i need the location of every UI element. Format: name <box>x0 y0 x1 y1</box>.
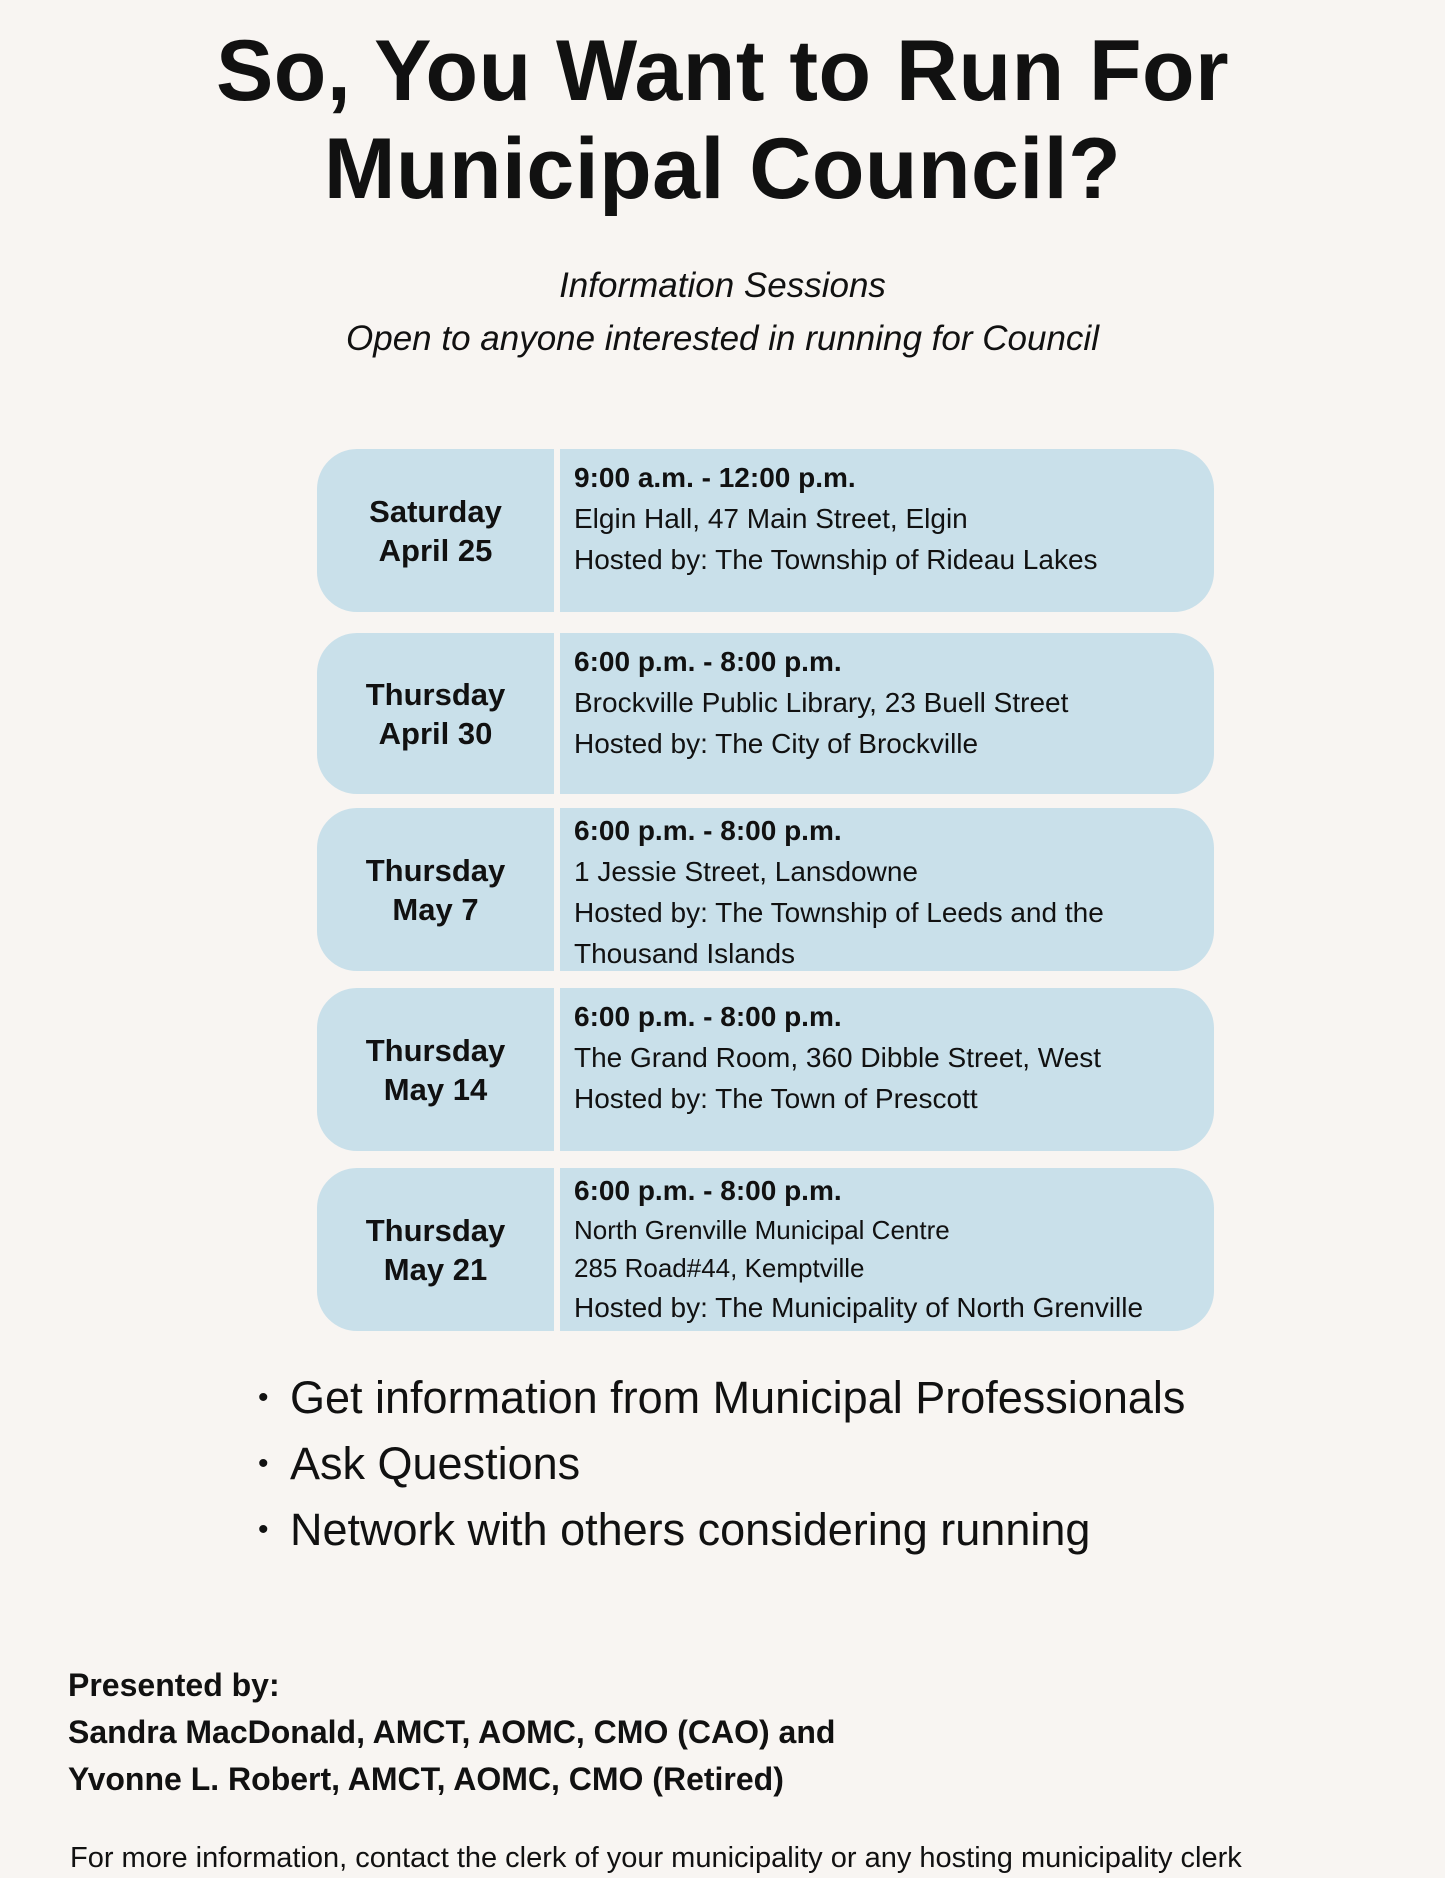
presenters-heading: Presented by: <box>68 1667 280 1703</box>
session-details <box>560 988 1214 1151</box>
session-day: Thursday <box>365 1032 506 1068</box>
session-date-cell <box>317 633 554 794</box>
session-details <box>560 808 1214 971</box>
presenter-2: Yvonne L. Robert, AMCT, AOMC, CMO (Retired) <box>68 1761 784 1797</box>
title-line-1: So, You Want to Run For <box>215 23 1230 119</box>
session-date: April 25 <box>378 532 493 568</box>
list-item <box>258 1365 1185 1431</box>
presenters-block <box>68 1662 835 1803</box>
session-day: Thursday <box>365 852 506 888</box>
session-date: May 7 <box>392 891 479 927</box>
session-details <box>560 1168 1214 1331</box>
session-card-april-30 <box>317 633 1214 794</box>
session-time: 6:00 p.m. - 8:00 p.m. <box>574 815 842 846</box>
session-date-cell <box>317 1168 554 1331</box>
session-host: Hosted by: The Municipality of North Grenville <box>574 1292 1144 1323</box>
session-date-cell <box>317 988 554 1151</box>
benefits-list <box>258 1365 1185 1563</box>
session-location: 1 Jessie Street, Lansdowne <box>574 856 918 887</box>
contact-info: For more information, contact the clerk of your municipality or any hosting municipality clerk <box>70 1842 1242 1874</box>
benefit-text: Ask Questions <box>290 1438 581 1489</box>
session-host: Hosted by: The Township of Leeds and the <box>574 897 1104 928</box>
session-time: 6:00 p.m. - 8:00 p.m. <box>574 646 842 677</box>
presenter-1: Sandra MacDonald, AMCT, AOMC, CMO (CAO) and <box>68 1714 836 1750</box>
bullet-icon: • <box>258 1513 269 1546</box>
list-item <box>258 1431 1185 1497</box>
session-date-cell <box>317 449 554 612</box>
session-host: Hosted by: The Township of Rideau Lakes <box>574 544 1098 575</box>
session-date: May 14 <box>383 1071 488 1107</box>
session-host: Hosted by: The Town of Prescott <box>574 1083 978 1114</box>
session-host-continued: Thousand Islands <box>574 938 796 969</box>
bullet-icon: • <box>258 1447 269 1480</box>
session-details <box>560 449 1214 612</box>
bullet-icon: • <box>258 1381 269 1414</box>
session-day: Saturday <box>369 493 502 529</box>
subtitle-information-sessions: Information Sessions <box>559 266 886 305</box>
session-details <box>560 633 1214 794</box>
session-day: Thursday <box>365 1212 506 1248</box>
session-date: April 30 <box>378 715 493 751</box>
session-card-may-7 <box>317 808 1214 971</box>
session-location: North Grenville Municipal Centre <box>574 1215 950 1245</box>
list-item <box>258 1497 1185 1563</box>
session-time: 6:00 p.m. - 8:00 p.m. <box>574 1175 842 1206</box>
session-address: 285 Road#44, Kemptville <box>574 1253 865 1283</box>
benefit-text: Network with others considering running <box>290 1504 1091 1555</box>
session-time: 6:00 p.m. - 8:00 p.m. <box>574 1001 842 1032</box>
session-card-may-14 <box>317 988 1214 1151</box>
session-card-may-21 <box>317 1168 1214 1331</box>
session-date-cell <box>317 808 554 971</box>
session-host: Hosted by: The City of Brockville <box>574 728 979 759</box>
session-day: Thursday <box>365 676 506 712</box>
session-time: 9:00 a.m. - 12:00 p.m. <box>574 462 856 493</box>
page-title <box>0 22 1445 218</box>
benefit-text: Get information from Municipal Professionals <box>290 1372 1186 1423</box>
session-location: The Grand Room, 360 Dibble Street, West <box>574 1042 1102 1073</box>
session-card-april-25 <box>317 449 1214 612</box>
subtitle-open-to-anyone: Open to anyone interested in running for Council <box>346 319 1099 358</box>
session-date: May 21 <box>383 1251 488 1287</box>
session-location: Brockville Public Library, 23 Buell Street <box>574 687 1069 718</box>
session-location: Elgin Hall, 47 Main Street, Elgin <box>574 503 968 534</box>
title-line-2: Municipal Council? <box>323 121 1122 217</box>
